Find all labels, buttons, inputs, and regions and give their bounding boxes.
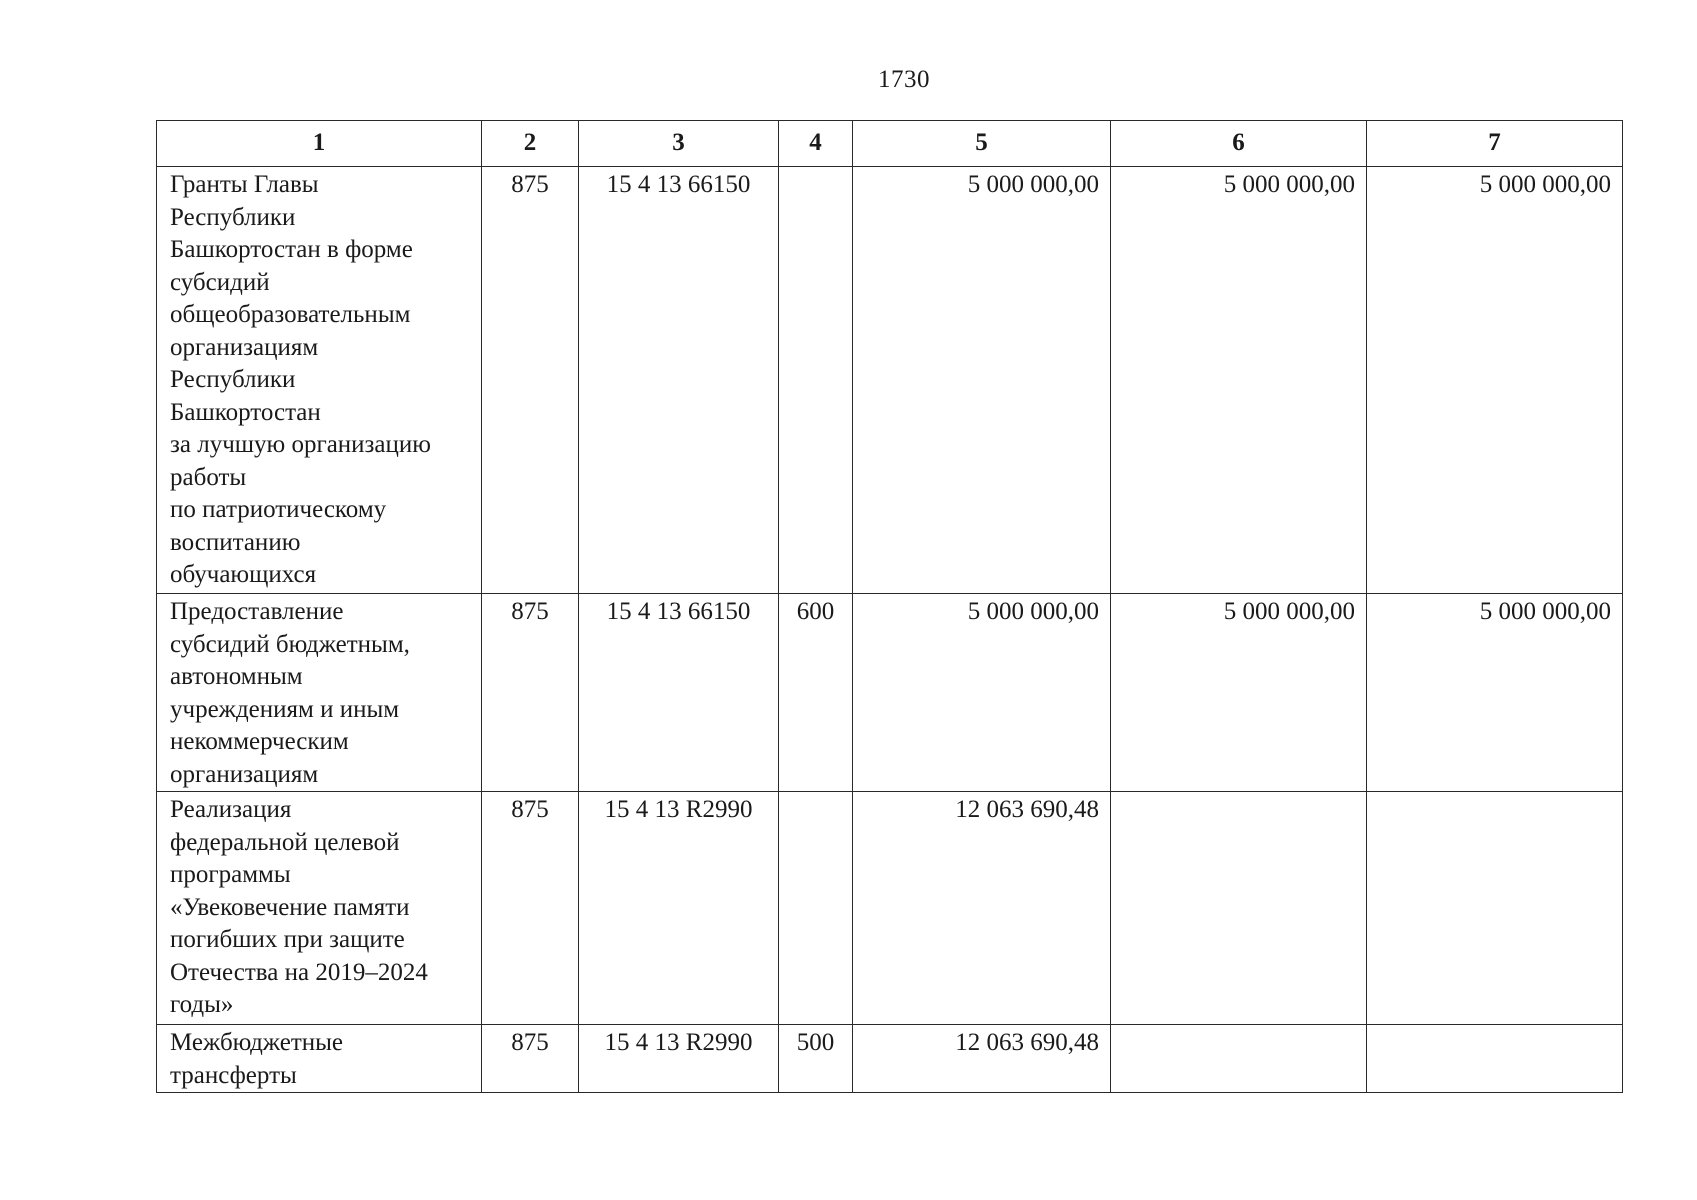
row-name-cell: Гранты Главы Республики Башкортостан в форме субсидий общеобразовательным организациям Республики Башкортостан за лучшую организацию работы по патриотическому воспитанию обучающихся — [157, 167, 482, 594]
target-article-cell: 15 4 13 R2990 — [579, 1025, 779, 1093]
ministry-code-cell: 875 — [482, 792, 579, 1025]
header-col-4: 4 — [779, 121, 853, 167]
header-row — [157, 121, 1623, 167]
header-col-7: 7 — [1367, 121, 1623, 167]
amount-col7-cell — [1367, 792, 1623, 1025]
expense-type-cell: 600 — [779, 594, 853, 792]
amount-col6-cell — [1111, 1025, 1367, 1093]
amount-col6-cell: 5 000 000,00 — [1111, 167, 1367, 594]
header-col-6: 6 — [1111, 121, 1367, 167]
row-name-cell: Межбюджетные трансферты — [157, 1025, 482, 1093]
table-body — [157, 167, 1623, 1093]
amount-col7-cell: 5 000 000,00 — [1367, 594, 1623, 792]
amount-col6-cell — [1111, 792, 1367, 1025]
expense-type-cell — [779, 792, 853, 1025]
ministry-code-cell: 875 — [482, 1025, 579, 1093]
expense-type-cell: 500 — [779, 1025, 853, 1093]
header-col-5: 5 — [853, 121, 1111, 167]
ministry-code-cell: 875 — [482, 167, 579, 594]
row-name-cell: Реализация федеральной целевой программы «Увековечение памяти погибших при защите Отечества на 2019–2024 годы» — [157, 792, 482, 1025]
amount-col7-cell: 5 000 000,00 — [1367, 167, 1623, 594]
budget-table — [156, 120, 1623, 1093]
amount-col5-cell: 5 000 000,00 — [853, 594, 1111, 792]
table-header — [157, 121, 1623, 167]
expense-type-cell — [779, 167, 853, 594]
ministry-code-cell: 875 — [482, 594, 579, 792]
table-row — [157, 1025, 1623, 1093]
amount-col6-cell: 5 000 000,00 — [1111, 594, 1367, 792]
header-col-2: 2 — [482, 121, 579, 167]
table-row — [157, 792, 1623, 1025]
target-article-cell: 15 4 13 66150 — [579, 167, 779, 594]
page-number: 1730 — [878, 66, 930, 93]
amount-col5-cell: 5 000 000,00 — [853, 167, 1111, 594]
row-name-cell: Предоставление субсидий бюджетным, автономным учреждениям и иным некоммерческим организациям — [157, 594, 482, 792]
header-col-3: 3 — [579, 121, 779, 167]
amount-col7-cell — [1367, 1025, 1623, 1093]
table-row — [157, 167, 1623, 594]
target-article-cell: 15 4 13 66150 — [579, 594, 779, 792]
table-row — [157, 594, 1623, 792]
header-col-1: 1 — [157, 121, 482, 167]
amount-col5-cell: 12 063 690,48 — [853, 792, 1111, 1025]
amount-col5-cell: 12 063 690,48 — [853, 1025, 1111, 1093]
target-article-cell: 15 4 13 R2990 — [579, 792, 779, 1025]
